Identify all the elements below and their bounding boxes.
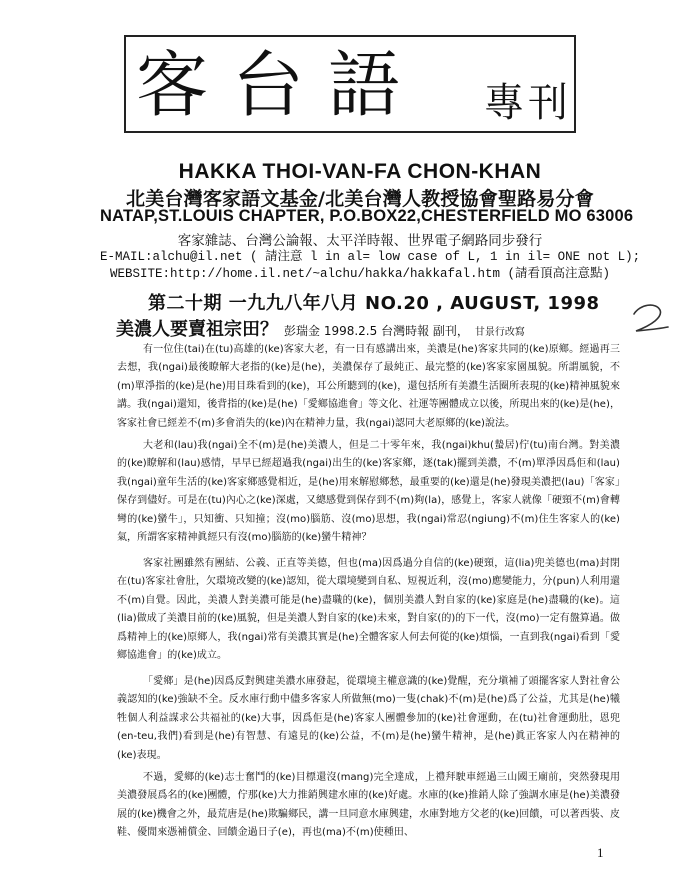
article-paragraph: 不過，愛鄉的(ke)志士奮鬥的(ke)目標還沒(mang)完全達成，上禮拜駛車經過三山國王廟前，突然發現用美濃發展爲名的(ke)團體，佇那(ke)大力推銷興建水庫的(ke)好處。水庫的(ke)推銷人除了強調水庫是(he)美濃發展的(ke)機會之外，最荒唐是(he)欺騙鄉民，講一旦同意水庫興建，水庫對地方父老的(ke)回饋，可以著西裝、皮鞋、優閒來憑補償金、回饋金過日子(e)，再也(ma)不(m)使種田、	[117, 772, 620, 839]
article-paragraph: 大老和(lau)我(ngai)全不(m)是(he)美濃人，但是二十零年來，我(ngai)khu(蟄居)佇(tu)南台灣。對美濃的(ke)瞭解和(lau)感情，早早已經超過我(ngai)出生的(ke)客家鄉，逐(tak)擺到美濃，不(m)單淨因爲佢和(lau)我(ngai)童年生活的(ke)客家鄉感覺相近，是(he)用來解慰鄉愁，最重要的(ke)還是(he)發現美濃把(lau)「客家」保存到儘好。可是在(tu)內心之(ke)深處，又總感覺到保存到不(m)夠(la)，感覺上，客家人就像「硬頸不(m)會轉彎的(ke)蠻牛」，只知衝、只知撞；沒(mo)腦筋、沒(mo)思想，我(ngai)常忍(ngiung)不(m)住生客家人的(ke)氣，所謂客家精神眞經只有沒(mo)腦筋的(ke)蠻牛精神？	[117, 440, 620, 544]
issue-line: 第二十期 一九九八年八月 NO.20 , AUGUST, 1998	[148, 293, 600, 314]
masthead-title-large: 客台語	[136, 43, 425, 127]
article-header	[116, 315, 525, 341]
article-editor-note: 甘景行改寫	[474, 327, 525, 338]
article-paragraph: 有一位住(tai)在(tu)高雄的(ke)客家大老，有一日有感講出來，美濃是(he)客家共同的(ke)原鄉。經過再三去想，我(ngai)最後瞭解大老指的(ke)是(he)，美濃保存了最純正、最完整的(ke)客家家園風貌。所謂風貌，不(m)單淨指的(ke)是(he)用目珠看到的(ke)，耳公所聽到的(ke)，還包括所有美濃生活圈所表現的(ke)精神風貌來講。我(ngai)還知，後背指的(ke)是(he)「愛鄉協進會」等文化、社運等團體成立以後，所現出來的(ke)是(he)，客家社會已經差不(m)多會消失的(ke)內在精神力量，我(ngai)認同大老原鄉的(ke)說法。	[117, 344, 620, 429]
article-paragraph: 「愛鄉」是(he)因爲反對興建美濃水庫發起，從環境主權意識的(ke)覺醒，充分塡補了頭擺客家人對社會公義認知的(ke)強缺不全。反水庫行動中儘多客家人所做無(mo)一隻(chak)不(m)是(he)爲了公益，尤其是(he)犧牲個人利益謀求公共福祉的(ke)大事，因爲佢是(he)客家人團體參加的(ke)社會運動，在(tu)社會運動肚，恩兜(en-teu,我們)看到是(he)有智慧、有遠見的(ke)公益，不(m)是(he)蠻牛精神，是(he)眞正客家人內在精神的(ke)表現。	[117, 676, 620, 761]
masthead-title-small: 專刊	[484, 80, 572, 126]
page-number: 1	[597, 845, 604, 860]
masthead-email: E-MAIL:alchu@il.net ( 請注意 l in al= low case of L, 1 in il= ONE not L);	[100, 250, 641, 264]
article-headline: 美濃人要賣祖宗田？	[116, 319, 278, 340]
masthead-website: WEBSITE:http://home.il.net/~alchu/hakka/hakkafal.htm (請看頂高注意點)	[109, 267, 611, 281]
masthead-organizations: 北美台灣客家語文基金/北美台灣人教授協會聖路易分會	[126, 188, 594, 210]
masthead-title-box	[124, 35, 576, 133]
article-paragraph: 客家社團雖然有團結、公義、正直等美德，但也(ma)因爲過分自信的(ke)硬頸，這(lia)兜美德也(ma)封閉在(tu)客家社會肚，欠環境改變的(ke)認知，從大環境變到自私、短視近利，沒(mo)應變能力，分(pun)人利用還不(m)自覺。因此，美濃人對美濃可能是(he)盡職的(ke)，個別美濃人對自家的(ke)家庭是(he)盡職的(ke)。這(lia)做成了美濃目前的(ke)風貌，但是美濃人對自家的(ke)未來，對自家(的)的下一代，沒(mo)一定有盤算過。做爲精神上的(ke)原鄉人，我(ngai)常有美濃其實是(he)全體客家人何去何從的(ke)煩惱，一直到我(ngai)看到「愛鄉協進會」的(ke)成立。	[117, 558, 620, 662]
handwritten-page-mark	[626, 300, 672, 340]
article-byline: 彭瑞金 1998.2.5 台灣時報 副刊，	[284, 324, 469, 338]
masthead-publications: 客家雜誌、台灣公論報、太平洋時報、世界電子網路同步發行	[177, 233, 543, 249]
masthead-romanized-title: HAKKA THOI-VAN-FA CHON-KHAN	[178, 160, 542, 183]
masthead-address: NATAP,ST.LOUIS CHAPTER, P.O.BOX22,CHESTERFIELD MO 63006	[100, 207, 634, 225]
